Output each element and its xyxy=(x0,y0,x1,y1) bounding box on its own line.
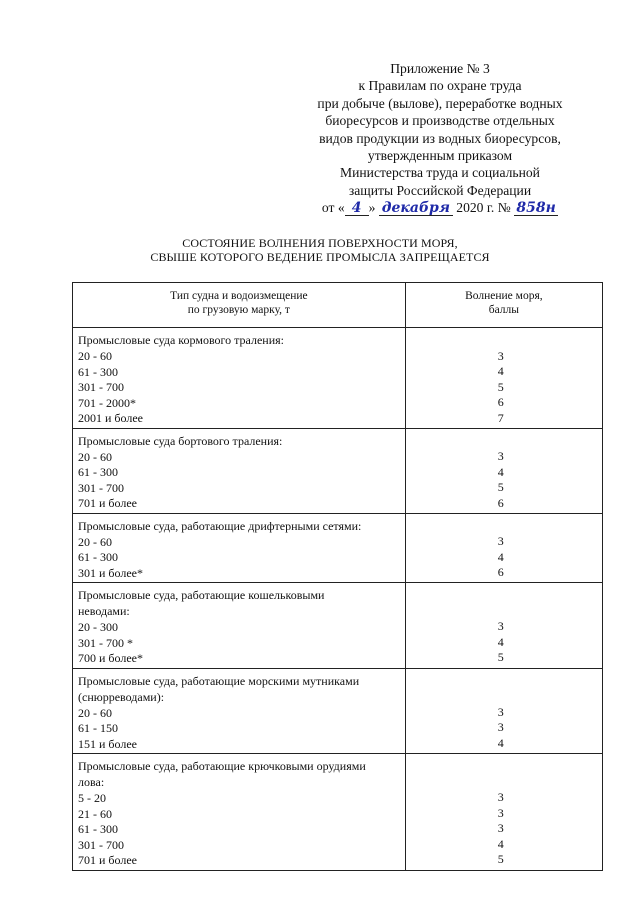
vessel-type-cell xyxy=(73,583,406,669)
tonnage-range: 301 - 700 xyxy=(78,480,124,495)
table-row xyxy=(73,513,603,583)
sea-state-value: 3 xyxy=(497,821,504,835)
sea-state-value: 4 xyxy=(497,464,504,479)
sea-state-cell xyxy=(405,754,602,871)
handwritten-order-number: 858н xyxy=(514,201,558,216)
spacer xyxy=(406,518,602,534)
sea-state-value: 4 xyxy=(497,836,504,851)
date-prefix: от « xyxy=(321,200,345,216)
sea-state-value: 4 xyxy=(497,634,504,649)
spacer xyxy=(406,688,602,704)
col2-header-line: Волнение моря, xyxy=(465,290,543,302)
sea-state-value: 6 xyxy=(497,395,504,409)
tonnage-range: 301 и более* xyxy=(78,565,144,580)
vessel-type-cell xyxy=(73,513,406,583)
header-line: Министерства труда и социальной xyxy=(340,165,540,181)
group-title-cont: (снюрреводами): xyxy=(78,689,165,704)
col1-header-line: по грузовую марку, т xyxy=(187,304,290,316)
sea-state-value: 3 xyxy=(497,449,504,463)
table-row xyxy=(73,328,603,429)
sea-state-cell xyxy=(405,513,602,583)
header-line: утвержденным приказом xyxy=(367,148,513,164)
header-line: биоресурсов и производстве отдельных xyxy=(325,113,555,129)
tonnage-range: 20 - 300 xyxy=(78,620,118,634)
col1-header xyxy=(73,283,406,328)
appendix-header xyxy=(290,60,590,217)
table-row xyxy=(73,754,603,871)
spacer xyxy=(406,774,602,790)
tonnage-range: 61 - 300 xyxy=(78,465,118,479)
date-mid: » xyxy=(368,200,376,216)
header-line: Приложение № 3 xyxy=(390,61,490,76)
tonnage-range: 701 и более xyxy=(78,853,138,867)
tonnage-range: 301 - 700 xyxy=(78,380,124,394)
spacer xyxy=(406,673,602,689)
sea-state-value: 5 xyxy=(497,480,504,494)
tonnage-range: 2001 и более xyxy=(78,411,144,425)
sea-state-value: 4 xyxy=(497,549,504,564)
header-line: при добыче (вылове), переработке водных xyxy=(317,95,563,111)
order-date-line xyxy=(322,199,558,216)
group-title-cont: лова: xyxy=(78,775,105,789)
spacer xyxy=(406,603,602,619)
group-title-cont: неводами: xyxy=(78,604,130,618)
group-title: Промысловые суда, работающие дрифтерными сетями: xyxy=(78,518,362,533)
header-line: к Правилам по охране труда xyxy=(358,78,522,94)
tonnage-range: 701 и более xyxy=(78,496,138,510)
vessel-type-cell xyxy=(73,668,406,754)
tonnage-range: 61 - 300 xyxy=(78,550,118,564)
title-line-2: СВЫШЕ КОТОРОГО ВЕДЕНИЕ ПРОМЫСЛА ЗАПРЕЩАЕТСЯ xyxy=(150,250,490,264)
handwritten-month: декабря xyxy=(379,201,453,216)
spacer xyxy=(406,758,602,774)
sea-state-value: 3 xyxy=(497,704,504,719)
sea-state-value: 3 xyxy=(497,534,504,548)
sea-state-value: 5 xyxy=(497,650,504,664)
sea-state-value: 5 xyxy=(497,852,504,866)
col1-header-line: Тип судна и водоизмещение xyxy=(170,290,308,302)
spacer xyxy=(406,587,602,603)
title-line-1: СОСТОЯНИЕ ВОЛНЕНИЯ ПОВЕРХНОСТИ МОРЯ, xyxy=(182,236,458,250)
col2-header xyxy=(405,283,602,328)
group-title: Промысловые суда, работающие крючковыми орудиями xyxy=(78,759,366,773)
sea-state-value: 4 xyxy=(497,364,504,378)
group-title: Промысловые суда, работающие морскими мутниками xyxy=(78,673,360,688)
vessel-type-cell xyxy=(73,428,406,513)
sea-state-cell xyxy=(405,328,602,429)
date-year: 2020 г. № xyxy=(456,200,511,216)
tonnage-range: 151 и более xyxy=(78,736,138,751)
spacer xyxy=(406,332,602,348)
group-title: Промысловые суда, работающие кошельковыми xyxy=(78,588,325,602)
vessel-type-cell xyxy=(73,328,406,429)
sea-state-value: 5 xyxy=(497,379,504,394)
table-row xyxy=(73,583,603,669)
tonnage-range: 20 - 60 xyxy=(78,534,112,549)
sea-state-value: 3 xyxy=(497,790,504,804)
tonnage-range: 21 - 60 xyxy=(78,806,112,821)
table-header-row xyxy=(73,283,603,328)
sea-state-cell xyxy=(405,583,602,669)
sea-state-value: 6 xyxy=(497,565,504,579)
tonnage-range: 700 и более* xyxy=(78,651,144,665)
table-row xyxy=(73,668,603,754)
sea-state-value: 4 xyxy=(497,735,504,750)
sea-state-cell xyxy=(405,428,602,513)
document-title xyxy=(80,236,560,264)
tonnage-range: 20 - 60 xyxy=(78,705,112,720)
tonnage-range: 301 - 700 * xyxy=(78,635,133,650)
tonnage-range: 20 - 60 xyxy=(78,449,112,464)
table-row xyxy=(73,428,603,513)
sea-state-table xyxy=(72,282,603,871)
vessel-type-cell xyxy=(73,754,406,871)
sea-state-value: 3 xyxy=(497,348,504,363)
group-title: Промысловые суда бортового траления: xyxy=(78,433,283,448)
tonnage-range: 5 - 20 xyxy=(78,791,106,805)
header-line: видов продукции из водных биоресурсов, xyxy=(319,130,561,146)
sea-state-value: 3 xyxy=(497,805,504,820)
handwritten-day: 4 xyxy=(345,201,369,216)
sea-state-value: 6 xyxy=(497,495,504,510)
tonnage-range: 301 - 700 xyxy=(78,837,124,852)
tonnage-range: 61 - 300 xyxy=(78,364,118,379)
sea-state-value: 3 xyxy=(497,720,504,734)
tonnage-range: 20 - 60 xyxy=(78,349,112,363)
sea-state-value: 7 xyxy=(497,410,504,425)
sea-state-value: 3 xyxy=(497,619,504,633)
group-title: Промысловые суда кормового траления: xyxy=(78,333,284,347)
spacer xyxy=(406,433,602,449)
sea-state-cell xyxy=(405,668,602,754)
header-line: защиты Российской Федерации xyxy=(348,182,532,198)
tonnage-range: 701 - 2000* xyxy=(78,395,136,410)
tonnage-range: 61 - 300 xyxy=(78,822,118,836)
tonnage-range: 61 - 150 xyxy=(78,721,118,735)
col2-header-line: баллы xyxy=(488,304,519,316)
